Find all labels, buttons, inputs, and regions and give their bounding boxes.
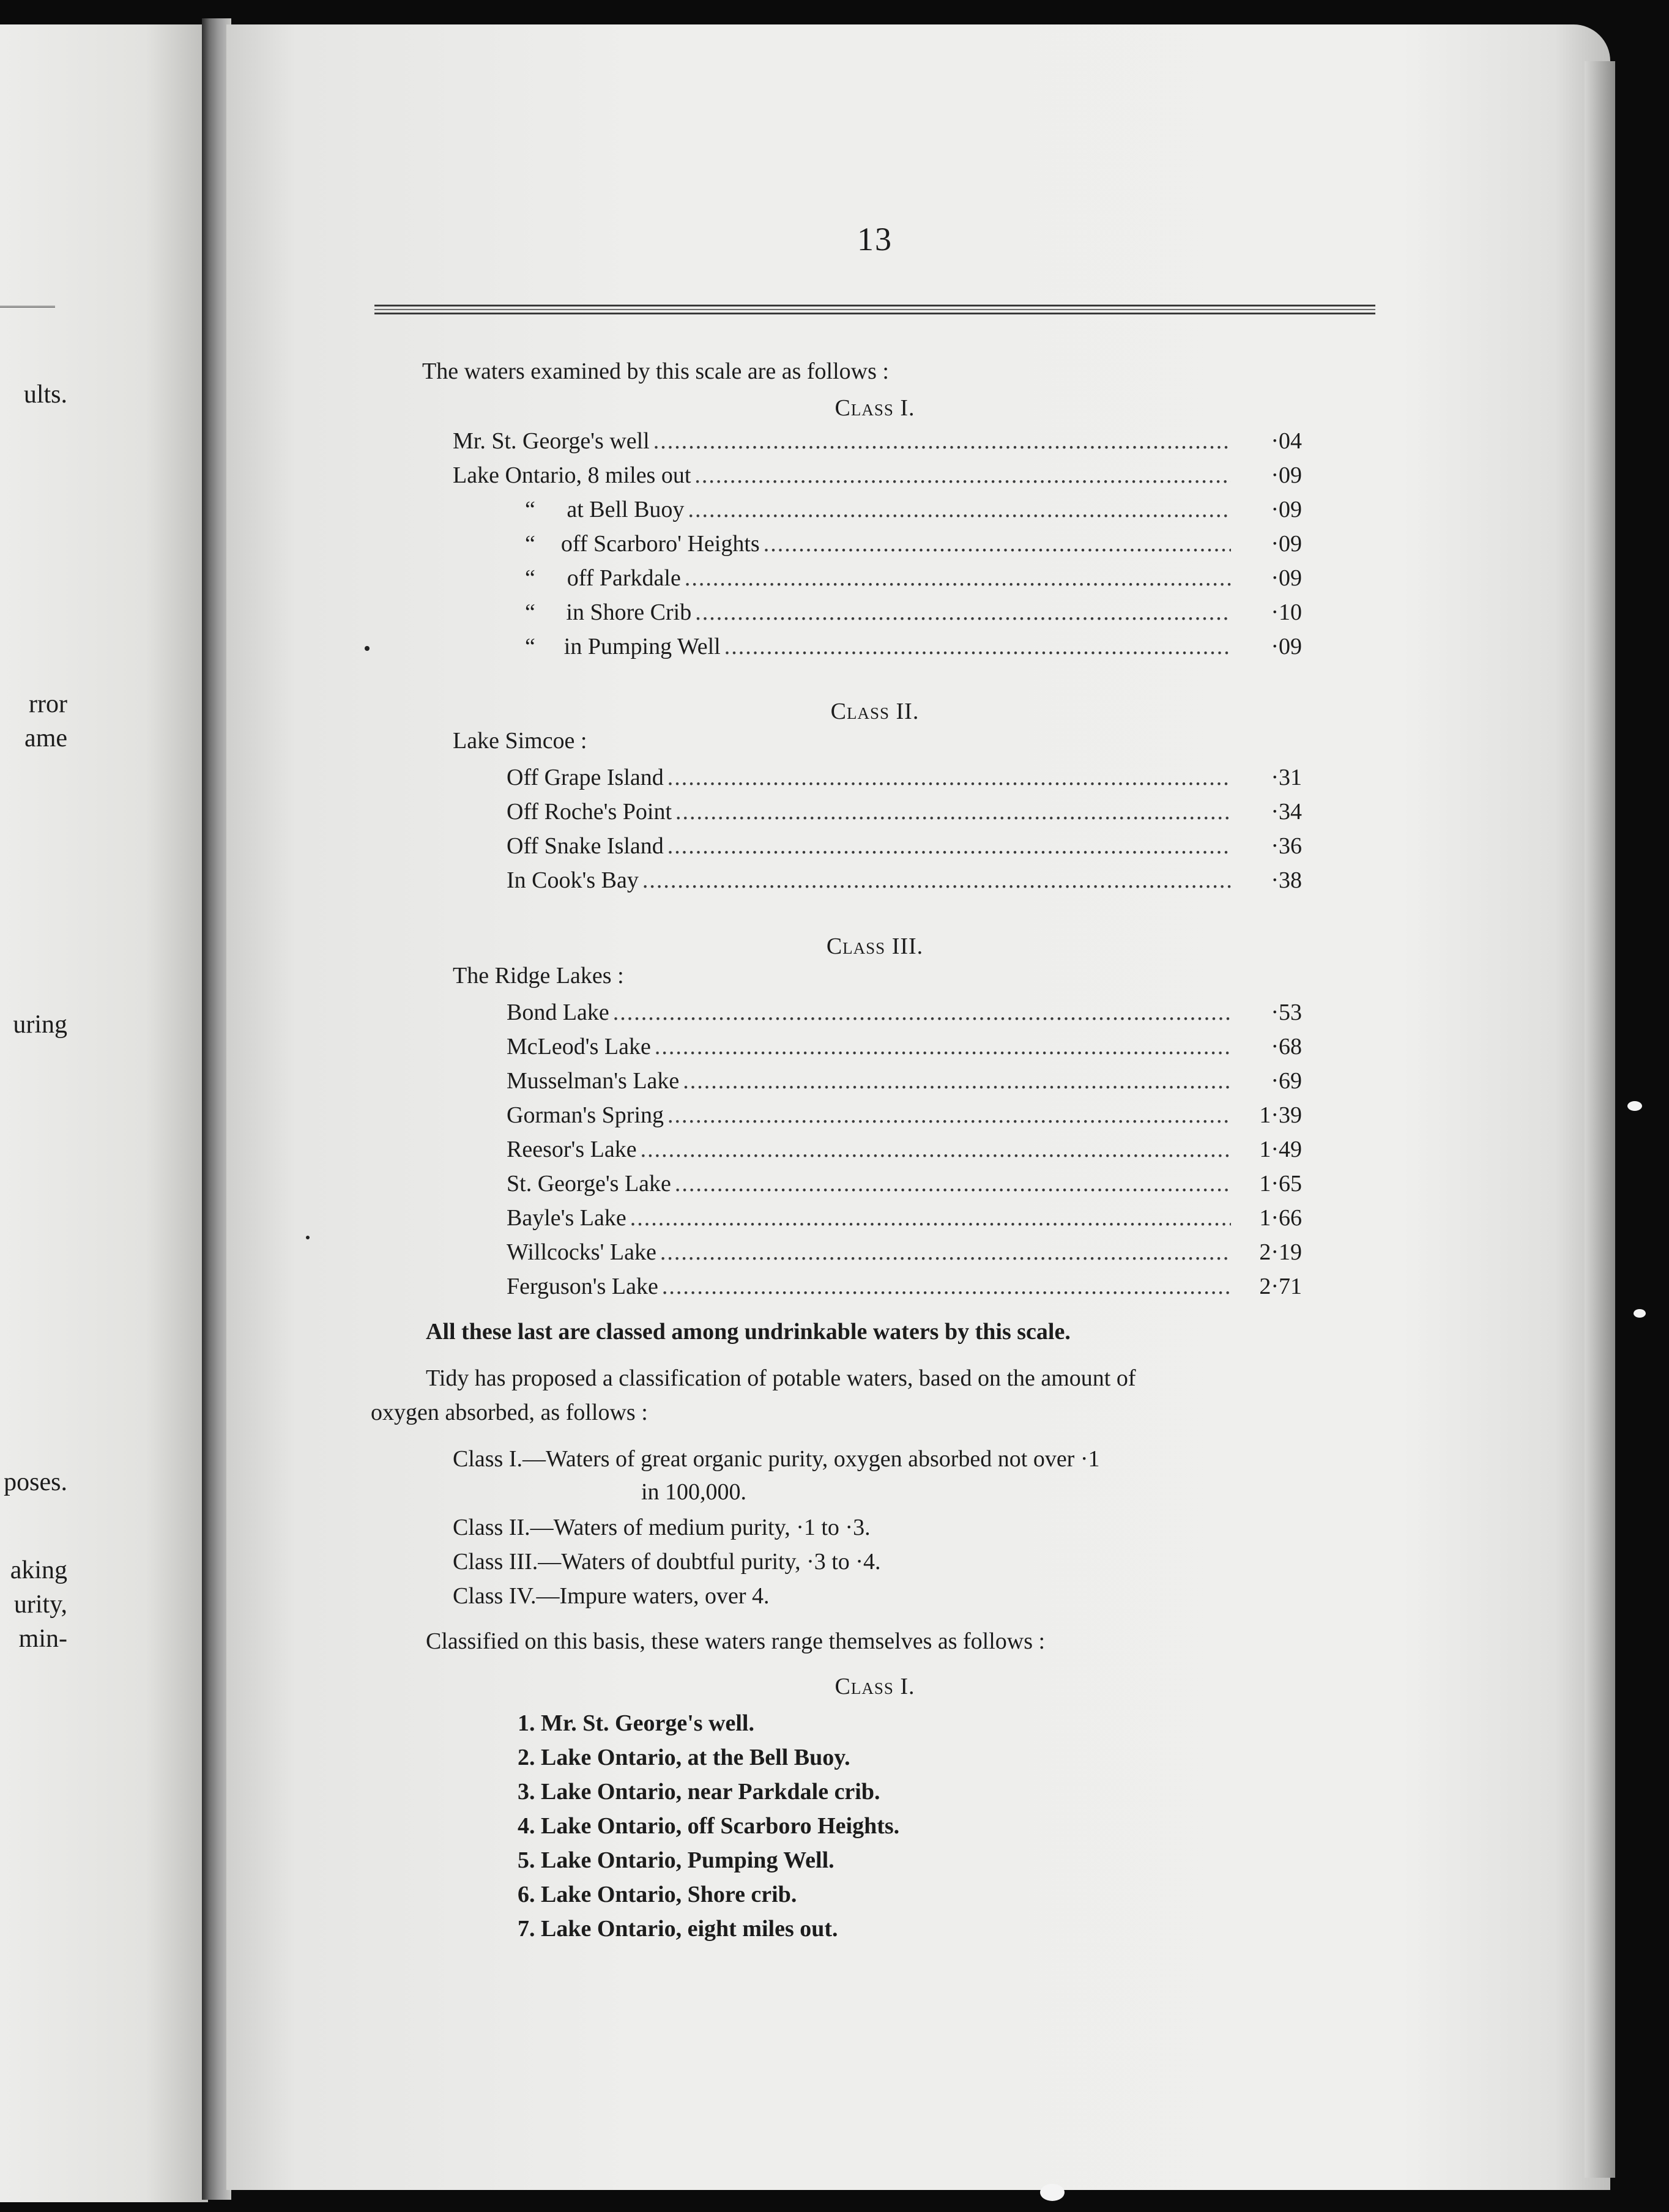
list-item: 1. Mr. St. George's well. — [518, 1710, 754, 1736]
dot-leader — [642, 864, 1231, 897]
row-label: off Parkdale — [567, 565, 681, 591]
row-label: In Cook's Bay — [507, 867, 639, 893]
table-row — [507, 830, 1302, 863]
tidy-paragraph-line-2: oxygen absorbed, as follows : — [371, 1400, 648, 1425]
dot-leader — [653, 425, 1231, 458]
previous-page-fragment: urity, — [13, 1590, 67, 1619]
row-label: Gorman's Spring — [507, 1102, 664, 1128]
class-2-group-label: Lake Simcoe : — [453, 728, 587, 754]
list-item: 2. Lake Ontario, at the Bell Buoy. — [518, 1745, 850, 1770]
page-number: 13 — [857, 221, 893, 258]
table-row — [453, 425, 1302, 458]
header-rule — [374, 305, 1375, 314]
previous-page-fragment: ults. — [23, 380, 67, 409]
scan-speck — [306, 1236, 310, 1239]
previous-page-rule — [0, 306, 55, 308]
classified-intro: Classified on this basis, these waters range themselves as follows : — [426, 1628, 1046, 1654]
row-value: 2·19 — [1259, 1239, 1302, 1265]
row-value: ·53 — [1271, 1000, 1302, 1025]
row-label: Bond Lake — [507, 1000, 609, 1025]
ditto-mark: “ — [525, 565, 535, 591]
row-value: 1·65 — [1259, 1171, 1302, 1197]
page-edge-shadow — [1585, 61, 1615, 2178]
previous-page — [0, 24, 208, 2202]
tidy-class-3: Class III.—Waters of doubtful purity, ·3 to ·4. — [453, 1549, 881, 1575]
table-row — [507, 864, 1302, 897]
row-value: ·09 — [1271, 497, 1302, 522]
row-label: Off Grape Island — [507, 765, 664, 790]
class-2-heading: Class II. — [830, 699, 920, 724]
row-label: Musselman's Lake — [507, 1068, 680, 1094]
ditto-mark: “ — [525, 497, 535, 522]
scan-speck — [1627, 1101, 1642, 1111]
dot-leader — [694, 459, 1231, 492]
row-label: McLeod's Lake — [507, 1034, 651, 1060]
dot-leader — [667, 830, 1231, 863]
previous-page-fragment: ame — [24, 724, 67, 752]
row-label: St. George's Lake — [507, 1171, 671, 1197]
dot-leader — [675, 795, 1231, 828]
row-label: Off Snake Island — [507, 833, 664, 859]
table-row — [507, 1236, 1302, 1269]
previous-page-fragment: aking — [10, 1556, 67, 1584]
row-label: in Shore Crib — [566, 599, 692, 625]
table-row — [507, 996, 1302, 1029]
ranking-heading: Class I. — [834, 1674, 915, 1699]
class-3-group-label: The Ridge Lakes : — [453, 963, 624, 989]
row-value: ·38 — [1271, 867, 1302, 893]
tidy-paragraph-line-1: Tidy has proposed a classification of potable waters, based on the amount of — [426, 1365, 1136, 1391]
tidy-class-1-continuation: in 100,000. — [641, 1479, 747, 1505]
row-value: ·34 — [1271, 799, 1302, 825]
row-label: Ferguson's Lake — [507, 1274, 658, 1299]
table-row — [507, 1167, 1302, 1200]
row-value: ·09 — [1271, 634, 1302, 659]
row-value: ·09 — [1271, 565, 1302, 591]
dot-leader — [675, 1167, 1231, 1200]
row-value: ·10 — [1271, 599, 1302, 625]
table-row — [507, 1064, 1302, 1097]
dot-leader — [613, 996, 1231, 1029]
row-value: 1·49 — [1259, 1137, 1302, 1162]
undrinkable-note: All these last are classed among undrinkable waters by this scale. — [426, 1319, 1071, 1345]
row-label: Bayle's Lake — [507, 1205, 626, 1231]
class-1-heading: Class I. — [834, 395, 915, 421]
table-row — [507, 1201, 1302, 1234]
row-label: Off Roche's Point — [507, 799, 672, 825]
row-value: ·09 — [1271, 531, 1302, 557]
previous-page-fragment: uring — [13, 1011, 67, 1039]
scan-speck — [1040, 2184, 1065, 2201]
table-row — [507, 1030, 1302, 1063]
row-label: in Pumping Well — [563, 634, 721, 659]
row-label: Reesor's Lake — [507, 1137, 637, 1162]
list-item: 5. Lake Ontario, Pumping Well. — [518, 1847, 834, 1873]
intro-text: The waters examined by this scale are as follows : — [422, 358, 889, 384]
table-row — [525, 562, 1302, 595]
table-row — [525, 596, 1302, 629]
dot-leader — [667, 1099, 1231, 1132]
row-label: at Bell Buoy — [567, 497, 685, 522]
table-row — [453, 459, 1302, 492]
dot-leader — [630, 1201, 1231, 1234]
ditto-mark: “ — [525, 531, 535, 557]
list-item: 7. Lake Ontario, eight miles out. — [518, 1916, 838, 1942]
tidy-class-4: Class IV.—Impure waters, over 4. — [453, 1583, 770, 1609]
table-row — [507, 795, 1302, 828]
previous-page-fragment: min- — [18, 1625, 67, 1653]
previous-page-fragment: rror — [29, 690, 67, 718]
dot-leader — [662, 1270, 1231, 1303]
previous-page-fragment: poses. — [4, 1468, 67, 1496]
row-label: Mr. St. George's well — [453, 428, 650, 454]
table-row — [525, 527, 1302, 560]
dot-leader — [667, 761, 1231, 794]
table-row — [507, 1099, 1302, 1132]
dot-leader — [685, 562, 1231, 595]
table-row — [525, 493, 1302, 526]
row-label: Willcocks' Lake — [507, 1239, 656, 1265]
row-value: ·04 — [1271, 428, 1302, 454]
dot-leader — [724, 630, 1231, 663]
list-item: 6. Lake Ontario, Shore crib. — [518, 1882, 797, 1907]
ditto-mark: “ — [525, 599, 535, 625]
tidy-class-1: Class I.—Waters of great organic purity, oxygen absorbed not over ·1 — [453, 1446, 1100, 1472]
table-row — [525, 630, 1302, 663]
scan-speck — [365, 646, 370, 651]
row-value: ·69 — [1271, 1068, 1302, 1094]
scan-speck — [1634, 1309, 1646, 1318]
row-value: ·09 — [1271, 462, 1302, 488]
row-value: 2·71 — [1259, 1274, 1302, 1299]
table-row — [507, 1133, 1302, 1166]
dot-leader — [688, 493, 1231, 526]
dot-leader — [683, 1064, 1231, 1097]
table-row — [507, 761, 1302, 794]
row-value: 1·39 — [1259, 1102, 1302, 1128]
row-value: ·36 — [1271, 833, 1302, 859]
dot-leader — [695, 596, 1231, 629]
dot-leader — [641, 1133, 1231, 1166]
tidy-class-2: Class II.—Waters of medium purity, ·1 to ·3. — [453, 1515, 871, 1540]
list-item: 4. Lake Ontario, off Scarboro Heights. — [518, 1813, 900, 1839]
table-row — [507, 1270, 1302, 1303]
row-value: ·31 — [1271, 765, 1302, 790]
row-label: Lake Ontario, 8 miles out — [453, 462, 691, 488]
class-3-heading: Class III. — [826, 933, 924, 959]
row-value: ·68 — [1271, 1034, 1302, 1060]
dot-leader — [660, 1236, 1231, 1269]
list-item: 3. Lake Ontario, near Parkdale crib. — [518, 1779, 880, 1805]
dot-leader — [655, 1030, 1231, 1063]
ditto-mark: “ — [525, 634, 535, 659]
row-value: 1·66 — [1259, 1205, 1302, 1231]
row-label: off Scarboro' Heights — [560, 531, 760, 557]
dot-leader — [764, 527, 1231, 560]
